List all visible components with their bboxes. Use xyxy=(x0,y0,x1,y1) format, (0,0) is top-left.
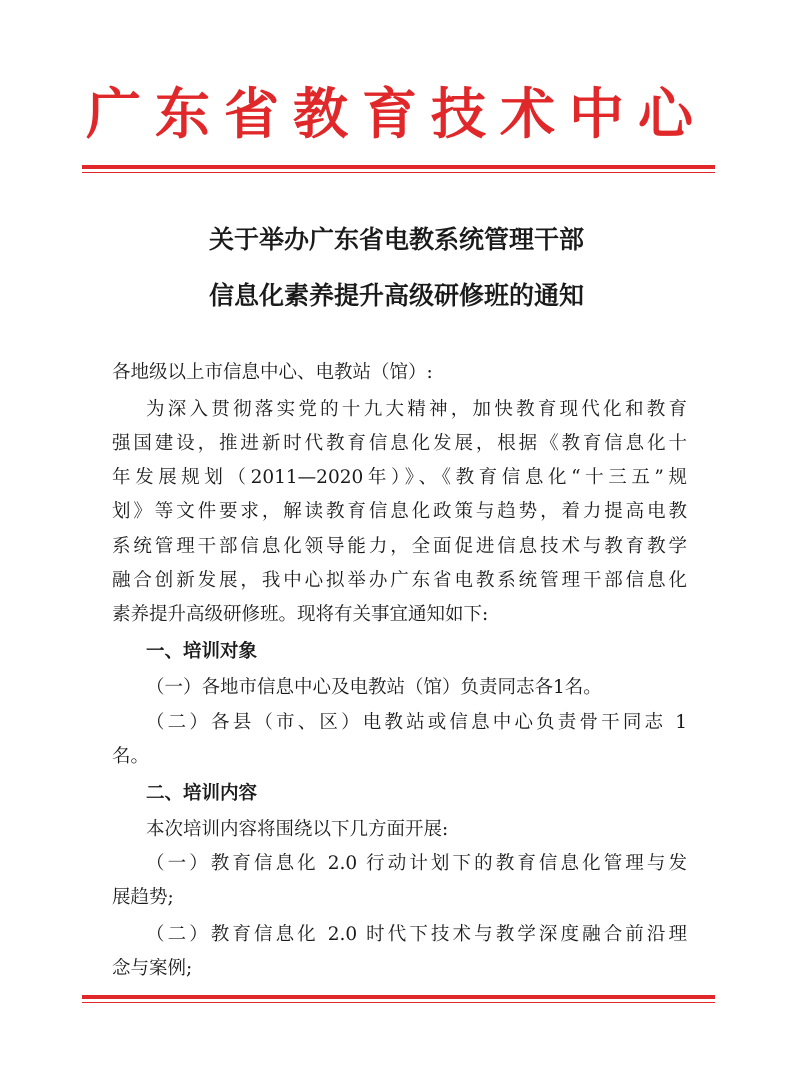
section-heading-training-content: 二、培训内容 xyxy=(146,783,258,804)
paragraph-line: 年发展规划（2011—2020年）》、《教育信息化“十三五”规 xyxy=(112,467,687,488)
letterhead-top-rule xyxy=(82,165,715,173)
rule-thin-line xyxy=(82,1002,715,1003)
paragraph-line: 为深入贯彻落实党的十九大精神，加快教育现代化和教育 xyxy=(146,399,687,420)
list-item-continuation: 展趋势; xyxy=(112,887,174,908)
paragraph-line: 本次培训内容将围绕以下几方面开展: xyxy=(146,819,449,840)
section-heading-training-target: 一、培训对象 xyxy=(146,641,258,662)
list-item: （一）教育信息化 2.0 行动计划下的教育信息化管理与发 xyxy=(146,853,687,874)
letterhead-org-name: 广东省教育技术中心 xyxy=(85,81,707,146)
notice-title-line-1: 关于举办广东省电教系统管理干部 xyxy=(208,225,584,254)
notice-title-line-2: 信息化素养提升高级研修班的通知 xyxy=(208,281,584,310)
list-item: （二）各县（市、区）电教站或信息中心负责骨干同志 1 xyxy=(146,712,687,733)
list-item: （一）各地市信息中心及电教站（馆）负责同志各1名。 xyxy=(146,677,602,698)
paragraph-line: 划》等文件要求，解读教育信息化政策与趋势，着力提高电教 xyxy=(112,501,687,522)
paragraph-line: 强国建设，推进新时代教育信息化发展，根据《教育信息化十 xyxy=(112,433,687,454)
paragraph-line: 素养提升高级研修班。现将有关事宜通知如下: xyxy=(112,604,489,625)
list-item: （二）教育信息化 2.0 时代下技术与教学深度融合前沿理 xyxy=(146,924,687,945)
list-item-continuation: 念与案例; xyxy=(112,958,193,979)
paragraph-line: 融合创新发展，我中心拟举办广东省电教系统管理干部信息化 xyxy=(112,570,687,591)
addressee-line: 各地级以上市信息中心、电教站（馆）: xyxy=(112,362,433,383)
letterhead-bottom-rule xyxy=(82,995,715,1003)
rule-thick-line xyxy=(82,165,715,169)
paragraph-line: 系统管理干部信息化领导能力，全面促进信息技术与教育教学 xyxy=(112,536,687,557)
rule-thin-line xyxy=(82,172,715,173)
rule-thick-line xyxy=(82,995,715,999)
list-item-continuation: 名。 xyxy=(112,746,150,767)
